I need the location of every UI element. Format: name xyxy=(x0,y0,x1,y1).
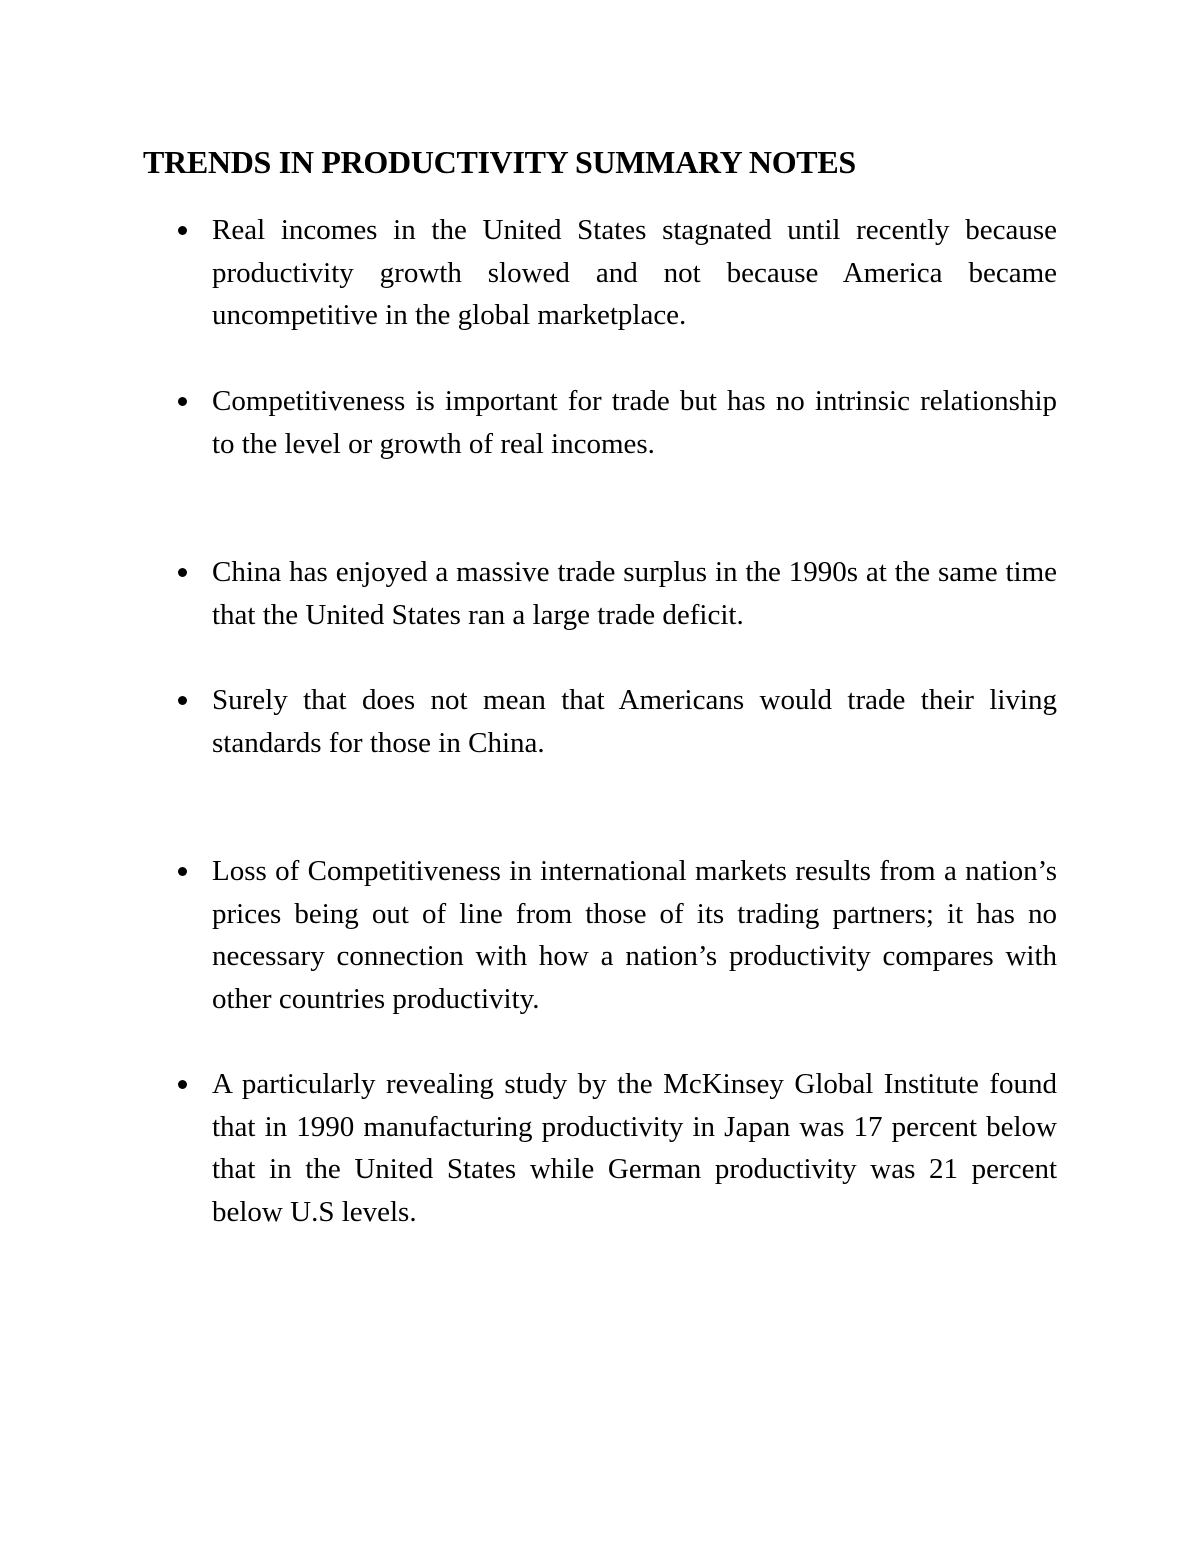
bullet-text: Loss of Competitiveness in international markets results from a nation’s prices being out of line from those of its trading partners; it has no necessary connection with how a nation’s productivity compares with other countries productivity. xyxy=(212,855,1057,1015)
bullet-point-icon xyxy=(178,397,187,406)
bullet-item-3 xyxy=(212,551,1057,636)
bullet-point-icon xyxy=(178,226,187,235)
bullet-text: Surely that does not mean that Americans would trade their living standards for those in China. xyxy=(212,684,1057,759)
bullet-item-1 xyxy=(212,209,1057,337)
bullet-point-icon xyxy=(178,1080,187,1089)
document-title: TRENDS IN PRODUCTIVITY SUMMARY NOTES xyxy=(143,144,856,180)
bullet-item-5 xyxy=(212,850,1057,1020)
bullet-point-icon xyxy=(178,568,187,577)
bullet-item-4 xyxy=(212,679,1057,764)
bullet-point-icon xyxy=(178,867,187,876)
bullet-item-2 xyxy=(212,380,1057,465)
bullet-text: Real incomes in the United States stagnated until recently because productivity growth slowed and not because America became uncompetitive in the global marketplace. xyxy=(212,214,1057,331)
bullet-item-6 xyxy=(212,1063,1057,1233)
bullet-text: China has enjoyed a massive trade surplus in the 1990s at the same time that the United States ran a large trade deficit. xyxy=(212,556,1057,631)
bullet-text: Competitiveness is important for trade but has no intrinsic relationship to the level or growth of real incomes. xyxy=(212,385,1057,460)
bullet-point-icon xyxy=(178,696,187,705)
bullet-text: A particularly revealing study by the McKinsey Global Institute found that in 1990 manufacturing productivity in Japan was 17 percent below that in the United States while German productivity was 21 percent below U.S levels. xyxy=(212,1068,1057,1228)
